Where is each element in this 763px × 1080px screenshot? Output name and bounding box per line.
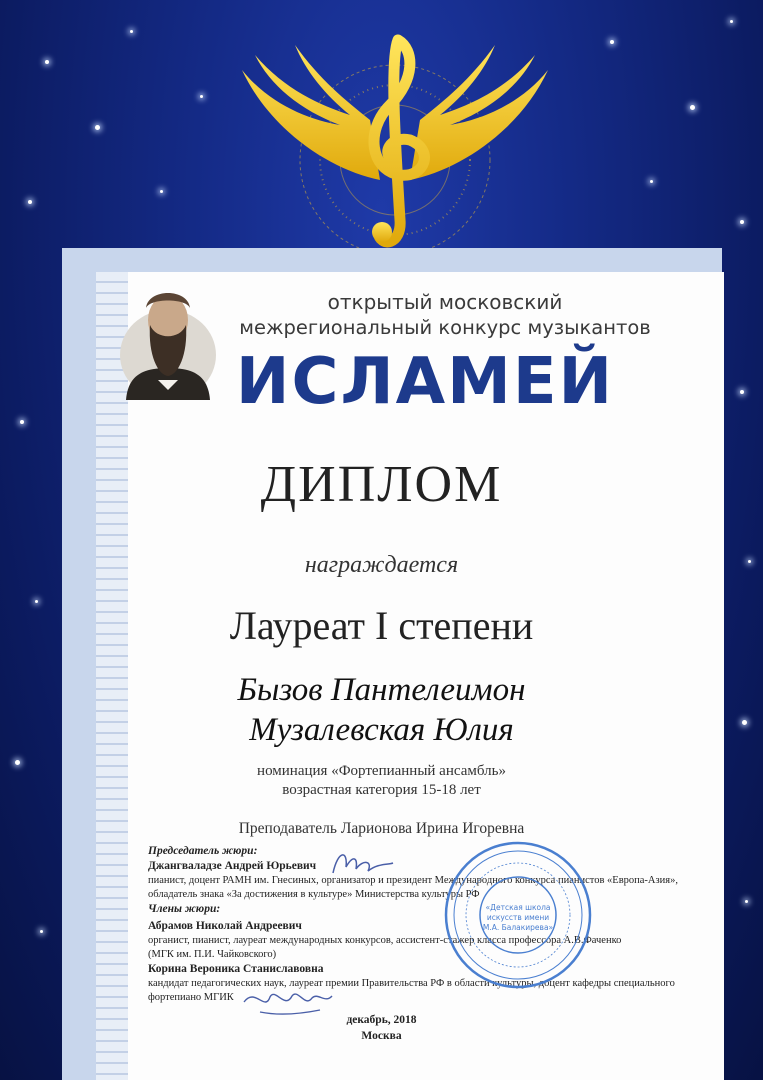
teacher-line: Преподаватель Ларионова Ирина Игоревна	[238, 820, 525, 837]
jury-member-1-name: Абрамов Николай Андреевич	[148, 920, 302, 932]
nomination: номинация «Фортепианный ансамбль»	[257, 763, 506, 779]
official-stamp	[443, 840, 593, 990]
star-decoration	[740, 390, 744, 394]
star-decoration	[160, 190, 163, 193]
star-decoration	[45, 60, 49, 64]
star-decoration	[740, 220, 744, 224]
svg-text:искусств имени: искусств имени	[486, 913, 550, 922]
star-decoration	[20, 420, 24, 424]
star-decoration	[28, 200, 32, 204]
awarded-text: награждается	[304, 552, 459, 578]
issue-city: Москва	[361, 1030, 402, 1042]
star-decoration	[745, 900, 748, 903]
competition-title: ИСЛАМЕЙ	[235, 345, 615, 419]
jury-member-1-desc-2: (МГК им. П.И. Чайковского)	[148, 949, 277, 960]
star-decoration	[40, 930, 43, 933]
recipient-name-1: Бызов Пантелеимон	[237, 672, 526, 708]
svg-text:«Детская школа: «Детская школа	[485, 903, 551, 912]
laureate-degree: Лауреат I степени	[229, 603, 534, 648]
chair-signature	[328, 845, 398, 880]
star-decoration	[730, 20, 733, 23]
jury-members-heading: Члены жюри:	[148, 903, 221, 915]
diploma-heading: ДИПЛОМ	[260, 456, 503, 513]
jury-member-2-name: Корина Вероника Станиславовна	[148, 963, 324, 975]
svg-text:М.А. Балакирева»: М.А. Балакирева»	[482, 923, 554, 932]
age-category: возрастная категория 15-18 лет	[282, 782, 481, 798]
star-decoration	[130, 30, 133, 33]
star-decoration	[650, 180, 653, 183]
star-decoration	[95, 125, 100, 130]
issue-date: декабрь, 2018	[346, 1014, 417, 1026]
treble-clef-wings-emblem	[230, 20, 560, 260]
star-decoration	[610, 40, 614, 44]
jury-member-1-desc-1: органист, пианист, лауреат международных конкурсов, ассистент-стажер класса профессора А.В.Фаченко	[148, 935, 622, 946]
jury-chair-name: Джангвaладзе Андрей Юрьевич	[148, 860, 317, 872]
organization-line-2: межрегиональный конкурс музыкантов	[239, 316, 651, 339]
jury-chair-heading: Председатель жюри:	[148, 845, 258, 857]
composer-portrait	[118, 280, 218, 400]
jury-chair-desc-2: обладатель знака «За достижения в культуре» Министерства культуры РФ	[148, 889, 480, 900]
organization-line-1: открытый московский	[327, 290, 563, 314]
star-decoration	[690, 105, 695, 110]
jury-chair-desc-1: пианист, доцент РАМН им. Гнесиных, организатор и президент Международного конкурса пианистов «Европа-Азия»,	[148, 875, 678, 886]
jury-member-2-desc-2: фортепиано МГИК	[148, 992, 234, 1003]
recipient-name-2: Музалевская Юлия	[249, 712, 514, 748]
jury-member-2-desc-1: кандидат педагогических наук, лауреат премии Правительства РФ в области культуры, доцент кафедры специального	[148, 978, 675, 989]
star-decoration	[200, 95, 203, 98]
